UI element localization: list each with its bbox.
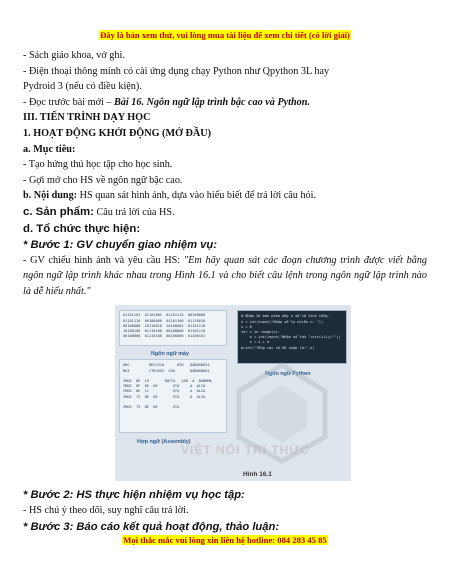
python-label: Ngôn ngữ Python [265, 371, 311, 378]
assembly-label: Hợp ngữ (Assembly) [137, 439, 191, 446]
materials-line-3: Pydroid 3 (nếu có điều kiện). [23, 81, 142, 93]
assembly-code: ORG REG/S10 HIO DANHG0031 MAI CTRLRSS SSO DANHG0001 CMOS 0E 19 INCTA 1D0 A DANHMA CMOS 0F 0E 0E STA A ALIA CMOS 0E 11 STA A ALIA CMOS 72 0E 0E STA A ALIA CMOS 73 0E 0E STA [123, 363, 212, 409]
document-body [23, 48, 427, 535]
product-line: c. Sản phẩm: Câu trả lời của HS. [23, 205, 175, 218]
step-2-heading: * Bước 2: HS thực hiện nhiệm vụ học tập: [23, 489, 245, 502]
assembly-code-panel [119, 359, 227, 433]
section-heading: III. TIẾN TRÌNH DẠY HỌC [23, 112, 151, 124]
goal-item-1: - Tạo hứng thú học tập cho học sinh. [23, 159, 173, 171]
materials-line-1: - Sách giáo khoa, vở ghi. [23, 50, 125, 61]
step-3-heading: * Bước 3: Báo cáo kết quả hoạt động, thảo luận: [23, 520, 280, 533]
step-1-heading: * Bước 1: GV chuyển giao nhiệm vụ: [23, 238, 217, 251]
step-2-text: - HS chú ý theo dõi, suy nghĩ câu trả lời. [23, 505, 189, 517]
organization-heading: d. Tổ chức thực hiện: [23, 222, 141, 235]
figure-16-1 [115, 305, 351, 481]
machine-code-panel [119, 310, 227, 346]
materials-line-2: - Điện thoại thông minh có cài ứng dụng chạy Python như Qpython 3L hay [23, 65, 330, 77]
goal-item-2: - Gợi mở cho HS về ngôn ngữ bậc cao. [23, 174, 183, 186]
python-code-panel [237, 310, 347, 364]
header-notice: Đây là bản xem thử, vui lòng mua tài liệu để xem chi tiết (có lời giải) [100, 30, 350, 40]
materials-line-4: - Đọc trước bài mới – Bài 16. Ngôn ngữ lập trình bậc cao và Python. [23, 96, 310, 108]
footer-notice: Mọi thắc mắc vui lòng xin liên hệ hotline: 084 283 45 85 [123, 535, 327, 545]
python-code: # Nhập từ bàn phím dãy n số và tính tổng. n = int(input("Nhập số tự nhiên n: ")) s = 0 for i in range(n): a = int(input("Nhập số thứ "+str(i+1)+"")) s = s + a print("Tổng các số đã nhập là:",s) [241, 314, 341, 350]
goal-heading: a. Mục tiêu: [23, 143, 76, 155]
watermark-text: VIỆT NỐI TRI THỨC [181, 443, 310, 458]
activity-heading: 1. HOẠT ĐỘNG KHỞI ĐỘNG (MỞ ĐẦU) [23, 127, 211, 139]
machine-code: 01101101 01101001 01101110 00100000 01101110 00100000 01101100 01110010 00100000 10110010 10100001 01101110 10100100 01110100 00100000 01101110 00100000 01110100 00100000 01100101 [123, 313, 206, 339]
machine-language-label: Ngôn ngữ máy [151, 351, 190, 358]
gv-instruction: - GV chiếu hình ảnh và yêu cầu HS: "Em hãy quan sát các đoạn chương trình được viết bằng ngôn ngữ lập trình khác nhau trong Hình 16.1 và cho biết câu lệnh trong ngôn ngữ lập trình nào là dễ hiểu nhất." [23, 254, 428, 297]
figure-caption: Hình 16.1 [243, 471, 272, 479]
lesson-title: Bài 16. Ngôn ngữ lập trình bậc cao và Python. [113, 96, 310, 108]
content-line: b. Nội dung: HS quan sát hình ảnh, dựa vào hiểu biết để trả lời câu hỏi. [23, 190, 317, 202]
